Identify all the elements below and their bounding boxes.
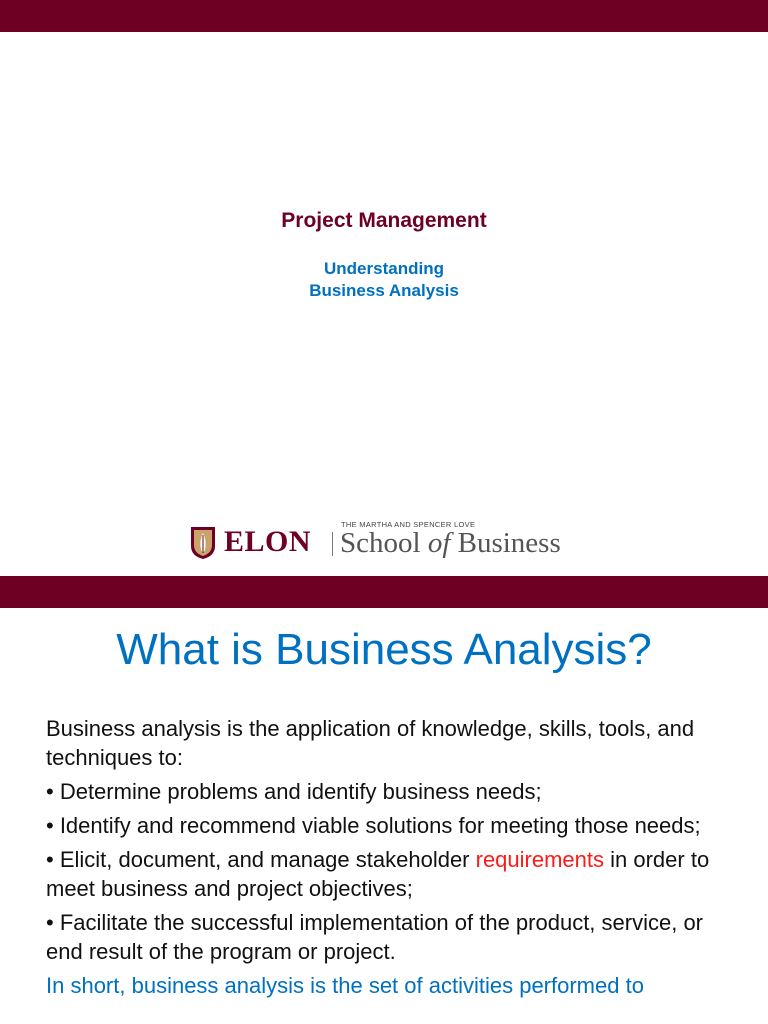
- logo-school-word: School: [340, 527, 428, 559]
- logo-school-name: [340, 528, 561, 558]
- requirements-highlight: requirements: [475, 847, 605, 872]
- logo-brand: ELON: [224, 525, 312, 558]
- slide-heading: What is Business Analysis?: [116, 625, 652, 674]
- subtitle-line-2: Business Analysis: [309, 281, 459, 300]
- slide-title: Project Management: [281, 209, 487, 232]
- bullet-text: in order to meet business and project objectives;: [46, 847, 710, 901]
- bullet-item: • Identify and recommend viable solutions for meeting those needs;: [46, 813, 701, 838]
- bullet-item: • Determine problems and identify business needs;: [46, 779, 542, 804]
- shield-icon: [190, 526, 216, 560]
- title-slide: [0, 32, 768, 576]
- slide-divider-banner: [0, 576, 768, 608]
- elon-school-of-business-logo: [188, 518, 588, 564]
- subtitle-line-1: Understanding: [324, 259, 444, 278]
- intro-paragraph: Business analysis is the application of knowledge, skills, tools, and techniques to:: [46, 716, 695, 770]
- logo-of-word: of: [427, 527, 451, 559]
- logo-divider: [332, 532, 333, 556]
- bullet-item: • Facilitate the successful implementation of the product, service, or end result of the program or project.: [46, 910, 704, 964]
- content-slide: [0, 608, 768, 1024]
- logo-business-word: Business: [450, 527, 561, 559]
- bullet-text: • Elicit, document, and manage stakeholder: [46, 847, 476, 872]
- summary-text: In short, business analysis is the set of activities performed to: [46, 973, 644, 998]
- slide-body: [46, 714, 736, 1005]
- logo-tagline: THE MARTHA AND SPENCER LOVE: [341, 520, 476, 529]
- top-banner: [0, 0, 768, 32]
- bullet-item: [46, 845, 736, 903]
- slide-subtitle: [0, 258, 768, 302]
